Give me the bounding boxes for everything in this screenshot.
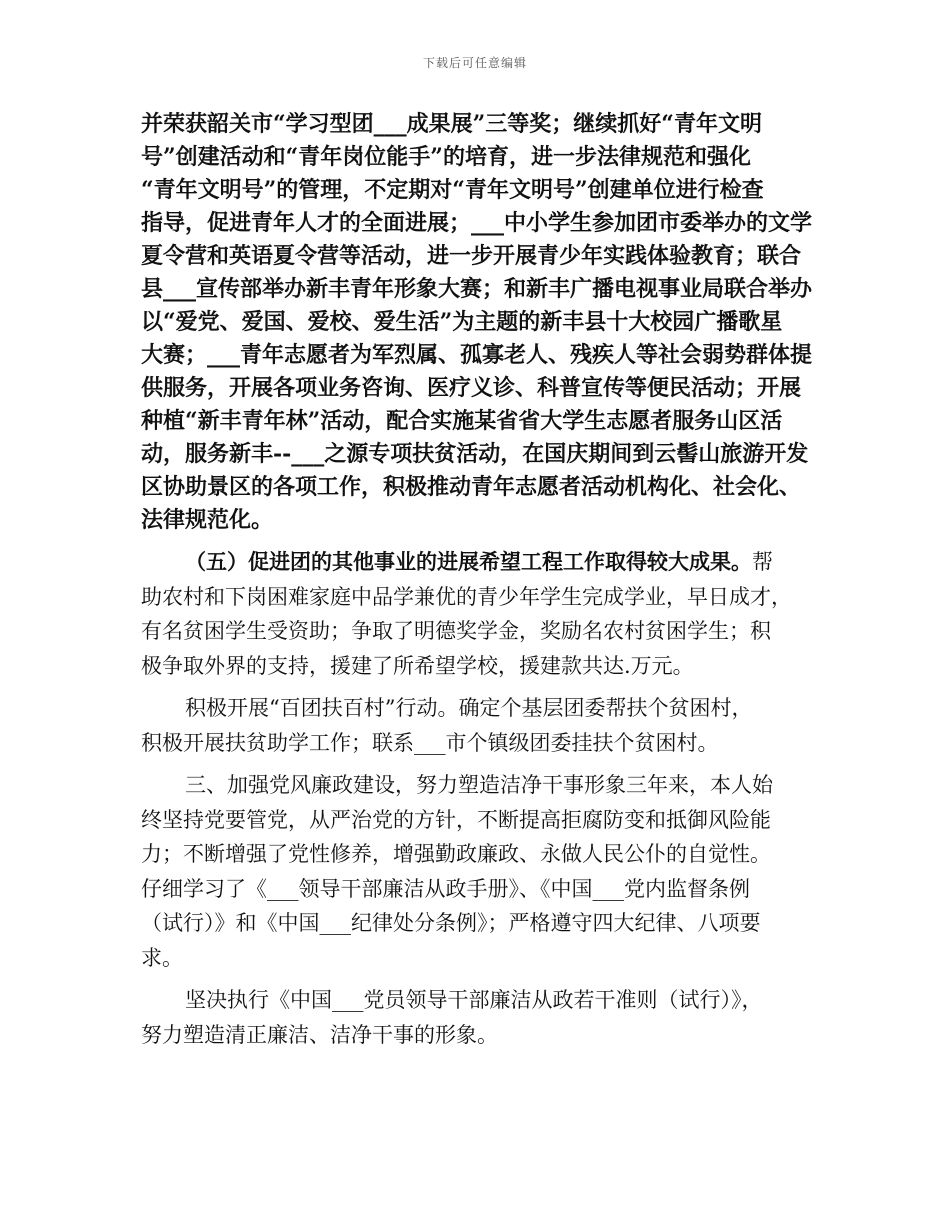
- text-line: 并荣获韶关市“学习型团___成果展”三等奖；继续抓好“青年文明: [141, 111, 762, 137]
- text-line: 以“爱党、爱国、爱校、爱生活”为主题的新丰县十大校园广播歌星: [141, 309, 783, 335]
- bold-paragraph: [141, 108, 812, 537]
- text-line: 法律规范化。: [141, 507, 274, 533]
- text-line: 有名贫困学生受资助；争取了明德奖学金，奖励名农村贫困学生；积: [141, 619, 771, 643]
- page-header: 下载后可任意编辑: [422, 56, 527, 70]
- text-line: 指导，促进青年人才的全面进展；___中小学生参加团市委举办的文学: [141, 210, 813, 236]
- text-line: 助农村和下岗困难家庭中品学兼优的青少年学生完成学业，早日成才，: [141, 584, 792, 609]
- paragraph-integrity: [141, 983, 812, 1052]
- text-line: 种植“新丰青年林”活动，配合实施某省省大学生志愿者服务山区活: [141, 408, 783, 434]
- text-line: （试行）》和《中国___纪律处分条例》；严格遵守四大纪律、八项要: [141, 911, 761, 935]
- document-body: [141, 108, 812, 1052]
- text-line: 力；不断增强了党性修养，增强勤政廉政、永做人民公仆的自觉性。: [141, 842, 771, 866]
- text-line: 终坚持党要管党，从严治党的方针，不断提高拒腐防变和抵御风险能: [141, 807, 771, 832]
- text-line: 动，服务新丰--___之源专项扶贫活动，在国庆期间到云髻山旅游开发: [141, 441, 809, 467]
- section-heading: （五）促进团的其他事业的进展希望工程工作取得较大成果。: [185, 549, 752, 574]
- paragraph-party-conduct: [141, 768, 812, 975]
- text-line: 县___宣传部举办新丰青年形象大赛；和新丰广播电视事业局联合举办: [141, 276, 813, 302]
- text-line: 积极开展扶贫助学工作；联系___市个镇级团委挂扶个贫困村。: [141, 730, 719, 755]
- text-line: 号”创建活动和“青年岗位能手”的培育，进一步法律规范和强化: [141, 144, 751, 170]
- paragraph-section-5: [141, 545, 812, 683]
- text-line: “青年文明号”的管理，不定期对“青年文明号”创建单位进行检查: [141, 177, 764, 203]
- text-line: 夏令营和英语夏令营等活动，进一步开展青少年实践体验教育；联合: [141, 243, 802, 269]
- text-line: 大赛；___青年志愿者为军烈属、孤寡老人、残疾人等社会弱势群体提: [141, 342, 813, 368]
- text-line: 积极开展“百团扶百村”行动。确定个基层团委帮扶个贫困村，: [185, 696, 753, 720]
- text-line: 坚决执行《中国___党员领导干部廉洁从政若干准则（试行）》，: [185, 988, 763, 1012]
- paragraph-poverty-aid: [141, 691, 812, 760]
- text-line: 三、加强党风廉政建设，努力塑造洁净干事形象三年来，本人始: [185, 773, 773, 797]
- text-line: 极争取外界的支持，援建了所希望学校，援建款共达.万元。: [141, 653, 694, 678]
- text-line: 求。: [141, 945, 183, 970]
- text-span: 帮: [752, 550, 773, 574]
- text-line: 仔细学习了《___领导干部廉洁从政手册》、《中国___党内监督条例: [141, 876, 750, 901]
- text-line: 供服务，开展各项业务咨询、医疗义诊、科普宣传等便民活动；开展: [141, 375, 802, 401]
- text-line: 努力塑造清正廉洁、洁净干事的形象。: [141, 1022, 498, 1047]
- text-line: [141, 545, 812, 580]
- text-line: 区协助景区的各项工作，积极推动青年志愿者活动机构化、社会化、: [141, 474, 802, 500]
